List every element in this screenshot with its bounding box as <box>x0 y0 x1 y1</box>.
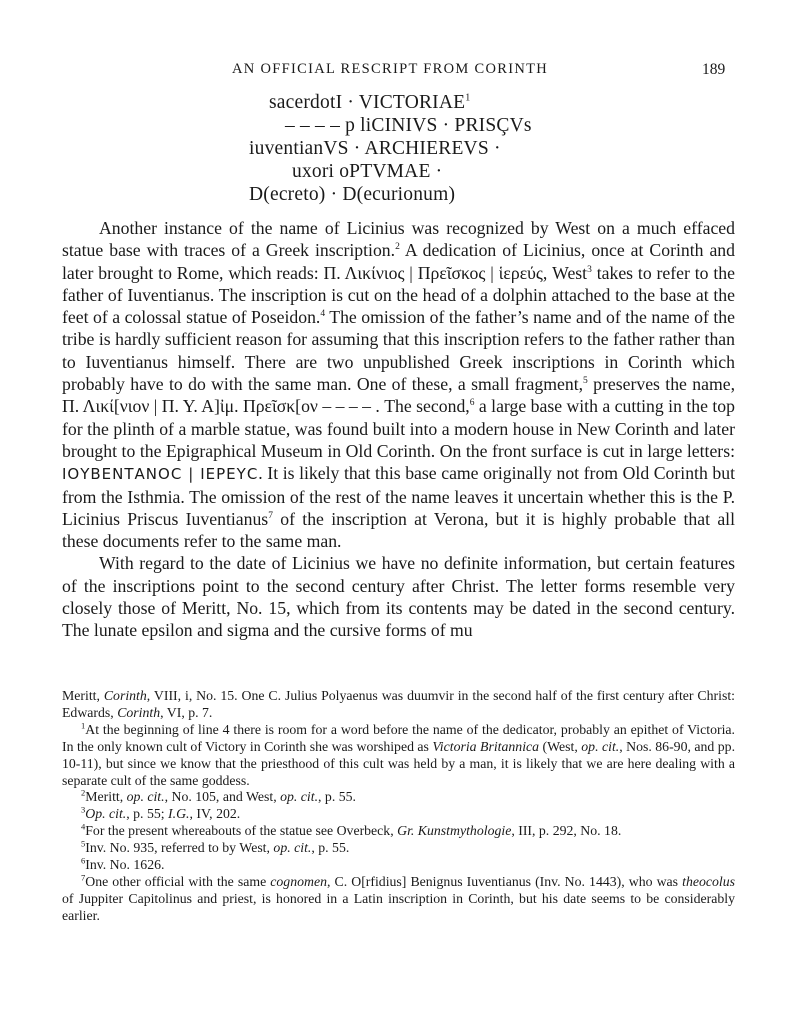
body-text <box>62 217 735 642</box>
footnote-continued: Meritt, Corinth, VIII, i, No. 15. One C. Julius Polyaenus was duumvir in the second half of the first century after Christ: Edwards, Corinth, VI, p. 7. <box>62 688 735 720</box>
paragraph: Another instance of the name of Licinius was recognized by West on a much effaced statue base with traces of a Greek inscription.$^2$ A dedication of Licinius, once at Corinth and later brought to Rome, which reads: Π. Λικίνιος | Πρεῖσκος | ἱερεύς, West$^3$ takes to refer to the father of Iuventianus. The inscription is cut on the head of a dolphin attached to the base at the feet of a colossal statue of Poseidon.$^4$ The omission of the father’s name and of the name of the tribe is hardly sufficient reason for assuming that this inscription refers to the father rather than to Iuventianus himself. There are two unpublished Greek inscriptions in Corinth which probably have to do with the same man. One of these, a small fragment,$^5$ preserves the name, Π. Λικί[νιον | Π. Υ. Α]ἰμ. Πρεῖσκ[ον – – – – . The second,$^6$ a large base with a cutting in the top for the plinth of a marble statue, was found built into a modern house in New Corinth and later brought to the Epigraphical Museum in Old Corinth. On the front surface is cut in large letters: ΙΟΥΒΕΝΤΑΝΟϹ | ΙΕΡΕΥϹ. It is likely that this base came originally not from Old Corinth but from the Isthmia. The omission of the rest of the name leaves it uncertain whether this is the P. Licinius Priscus Iuventianus$^7$ of the inscription at Verona, but it is highly probable that all these documents refer to the same man. <box>62 218 736 552</box>
footnote-ref: 4 <box>320 309 326 320</box>
footnote-5: $^5$Inv. No. 935, referred to by West, op. cit., p. 55. <box>81 838 350 856</box>
inscription-line: – – – – p liCINIVS · PRISÇVs <box>285 115 532 136</box>
inscription-line: iuventianVS · ARCHIEREVS · <box>249 138 501 159</box>
page-header <box>0 61 792 81</box>
footnote-7: $^7$One other official with the same cognomen, C. O[rfidius] Benignus Iuventianus (Inv. No. 1443), who was theocolus of Juppiter Capitolinus and priest, is honored in a Latin inscription in Corinth, but his date seems to be considerably earlier. <box>62 872 735 923</box>
footnote-ref: 3 <box>587 264 592 275</box>
inscription-line: D(ecreto) · D(ecurionum) <box>249 184 456 205</box>
footnote-ref: 2 <box>395 242 400 253</box>
footnote-ref: 6 <box>469 398 475 409</box>
inscription-line: sacerdotI · $VICTORIAE^1$ <box>269 92 471 113</box>
footnote-1: $^1$At the beginning of line 4 there is room for a word before the name of the dedicator, probably an epithet of Victoria. In the only known cult of Victory in Corinth she was worshiped as Victoria Britannica (West, op. cit., Nos. 86-90, and pp. 10-11), but since we know that the priesthood of this cult was held by a man, it is likely that we are here dealing with a separate cult of the same goddess. <box>62 720 736 788</box>
paragraph: With regard to the date of Licinius we have no definite information, but certain features of the inscriptions point to the second century after Christ. The letter forms resemble very closely those of Meritt, No. 15, which from its contents may be dated in the second century. The lunate epsilon and sigma and the cursive forms of mu <box>62 553 735 641</box>
running-head: AN OFFICIAL RESCRIPT FROM CORINTH <box>232 61 549 77</box>
footnote-6: $^6$Inv. No. 1626. <box>81 855 165 873</box>
footnote-4: $^4$For the present whereabouts of the statue see Overbeck, Gr. Kunstmythologie, III, p. 292, No. 18. <box>81 821 622 839</box>
greek-capitals: ΙΟΥΒΕΝΤΑΝΟϹ | ΙΕΡΕΥϹ <box>62 465 259 484</box>
footnote-ref: 7 <box>268 510 273 521</box>
page-number: 189 <box>702 61 726 78</box>
footnote-ref: 5 <box>583 376 588 387</box>
footnote-ref: 1 <box>465 92 471 104</box>
footnote-3: $^3$Op. cit., p. 55; I.G., IV, 202. <box>81 804 241 822</box>
footnote-2: $^2$Meritt, op. cit., No. 105, and West, op. cit., p. 55. <box>81 787 356 805</box>
footnotes <box>62 688 735 925</box>
inscription-line: uxori oPTVMAE · <box>292 161 443 182</box>
